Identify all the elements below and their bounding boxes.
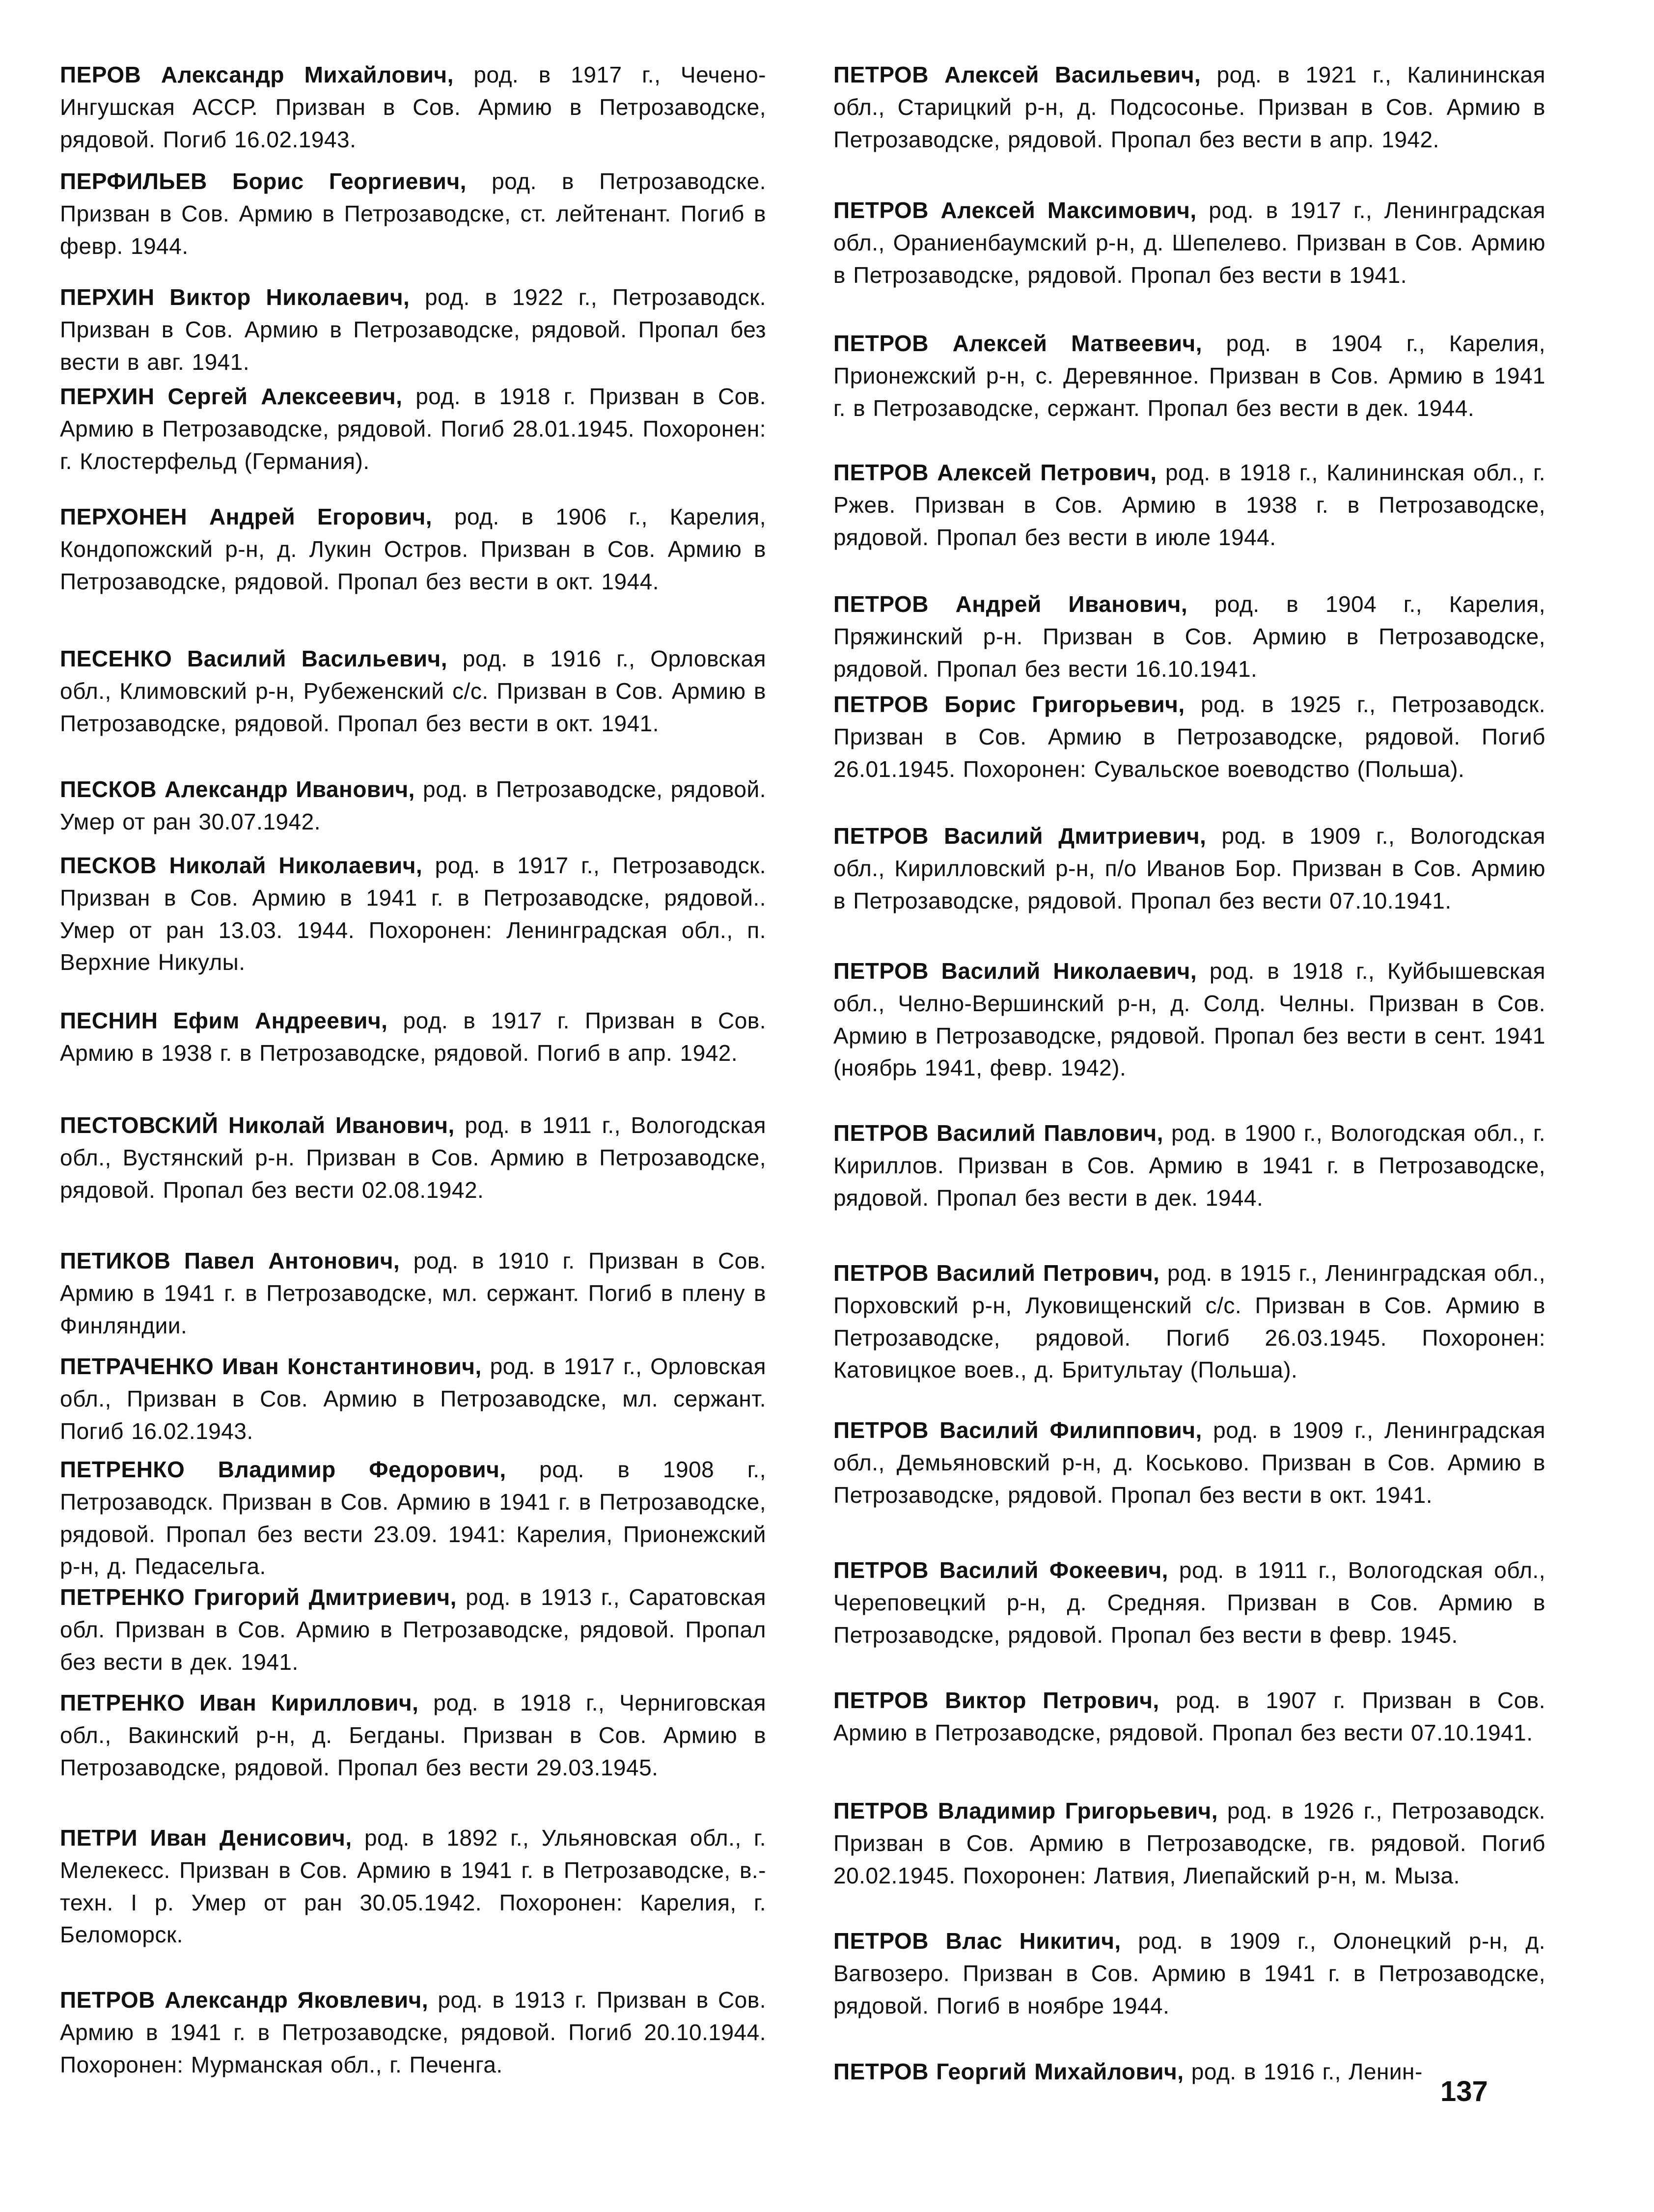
entry-text: род. в Петрозаводске, рядовой. Умер от ран 30.07.1942. — [60, 776, 766, 834]
entry-name: ПЕТРЕНКО Иван Кириллович, — [60, 1690, 419, 1715]
entry-name: ПЕТИКОВ Павел Антонович, — [60, 1248, 400, 1273]
entry-text: род. в 1910 г. Призван в Сов. Армию в 1941 г. в Петрозаводске, мл. сержант. Погиб в плену в Финляндии. — [60, 1248, 766, 1338]
entry-name: ПЕТРОВ Василий Николаевич, — [833, 958, 1197, 984]
entry-text: род. в 1916 г., Ленин- — [1184, 2059, 1423, 2084]
entry-text: род. в 1908 г., Петрозаводск. Призван в Сов. Армию в 1941 г. в Петрозаводске, рядовой. Пропал без вести 23.09. 1941: Карелия, Прионежский р-н, д. Педасельга. — [60, 1457, 766, 1579]
entry — [833, 1117, 1545, 1214]
entry-name: ПЕСНИН Ефим Андреевич, — [60, 1008, 388, 1033]
entry — [60, 774, 766, 838]
entry-name: ПЕТРОВ Алексей Петрович, — [833, 460, 1157, 485]
entry — [60, 59, 766, 156]
entry-text: род. в 1904 г., Карелия, Пряжинский р-н. Призван в Сов. Армию в Петрозаводске, рядовой. Пропал без вести 16.10.1941. — [833, 591, 1545, 682]
entry-name: ПЕСТОВСКИЙ Николай Иванович, — [60, 1112, 455, 1138]
entry-name: ПЕРХОНЕН Андрей Егорович, — [60, 504, 433, 529]
entry — [60, 1005, 766, 1070]
entry — [833, 1925, 1545, 2022]
entry-text: род. в 1909 г., Ленинградская обл., Демьяновский р-н, д. Коськово. Призван в Сов. Армию в Петрозаводске, рядовой. Пропал без вести в окт. 1941. — [833, 1417, 1546, 1508]
entry-text: род. в 1916 г., Орловская обл., Климовский р-н, Рубеженский с/с. Призван в Сов. Армию в Петрозаводске, рядовой. Пропал без вести в окт. 1941. — [60, 646, 767, 736]
entry-text: род. в 1917 г., Ленинградская обл., Ораниенбаумский р-н, д. Шепелево. Призван в Сов. Армию в Петрозаводске, рядовой. Пропал без вести в 1941. — [833, 197, 1545, 288]
entry — [60, 1984, 766, 2081]
entry — [833, 1685, 1545, 1749]
entry — [60, 1687, 766, 1784]
entry — [60, 1581, 766, 1678]
entry-name: ПЕТРОВ Василий Фокеевич, — [833, 1557, 1168, 1583]
entry — [833, 689, 1545, 785]
entry-name: ПЕТРАЧЕНКО Иван Константинович, — [60, 1354, 482, 1379]
entry-name: ПЕТРОВ Борис Григорьевич, — [833, 691, 1185, 717]
entry-text: род. в 1921 г., Калининская обл., Старицкий р-н, д. Подсосонье. Призван в Сов. Армию в Петрозаводске, рядовой. Пропал без вести в апр. 1942. — [833, 62, 1545, 152]
entry-name: ПЕТРОВ Александр Яковлевич, — [60, 1987, 429, 2013]
entry — [833, 2056, 1545, 2088]
entry — [60, 381, 766, 477]
entry-name: ПЕТРОВ Василий Павлович, — [833, 1120, 1163, 1146]
entry-text: род. в 1917 г., Чечено-Ингушская АССР. Призван в Сов. Армию в Петрозаводске, рядовой. Погиб 16.02.1943. — [60, 62, 766, 152]
entry-text: род. в 1892 г., Ульяновская обл., г. Мелекесс. Призван в Сов. Армию в 1941 г. в Петрозаводске, в.-техн. I р. Умер от ран 30.05.1942. Похоронен: Карелия, г. Беломорск. — [60, 1825, 766, 1948]
entry-text: род. в 1909 г., Олонецкий р-н, д. Вагвозеро. Призван в Сов. Армию в 1941 г. в Петрозаводске, рядовой. Погиб в ноябре 1944. — [833, 1928, 1545, 2018]
entry-name: ПЕТРОВ Василий Филиппович, — [833, 1417, 1202, 1443]
entry-text: род. в 1925 г., Петрозаводск. Призван в Сов. Армию в Петрозаводске, рядовой. Погиб 26.01.1945. Похоронен: Сувальское воеводство (Польша). — [833, 691, 1545, 782]
entry-name: ПЕСКОВ Александр Иванович, — [60, 776, 415, 802]
entry — [833, 588, 1545, 685]
entry-text: род. в 1917 г., Петрозаводск. Призван в Сов. Армию в 1941 г. в Петрозаводске, рядовой.. Умер от ран 13.03. 1944. Похоронен: Ленинградская обл., п. Верхние Никулы. — [60, 853, 766, 975]
entry — [833, 1414, 1545, 1511]
entry — [833, 328, 1545, 424]
entry-text: род. в 1906 г., Карелия, Кондопожский р-н, д. Лукин Остров. Призван в Сов. Армию в Петрозаводске, рядовой. Пропал без вести в окт. 1944. — [60, 504, 766, 594]
page-number: 137 — [1440, 2075, 1488, 2107]
entry-text: род. в 1913 г., Саратовская обл. Призван в Сов. Армию в Петрозаводске, рядовой. Пропал без вести в дек. 1941. — [60, 1584, 766, 1675]
entry-text: род. в 1907 г. Призван в Сов. Армию в Петрозаводске, рядовой. Пропал без вести 07.10.1941. — [833, 1687, 1545, 1745]
entry-name: ПЕТРОВ Алексей Васильевич, — [833, 62, 1201, 87]
entry — [60, 1245, 766, 1342]
entry — [60, 1454, 766, 1583]
entry-text: род. в 1922 г., Петрозаводск. Призван в Сов. Армию в Петрозаводске, рядовой. Пропал без вести в авг. 1941. — [60, 284, 767, 375]
entry-text: род. в 1918 г. Призван в Сов. Армию в Петрозаводске, рядовой. Погиб 28.01.1945. Похоронен: г. Клостерфельд (Германия). — [60, 384, 766, 474]
entry-name: ПЕРОВ Александр Михайлович, — [60, 62, 454, 87]
entry — [833, 194, 1545, 291]
entry-text: род. в 1917 г. Призван в Сов. Армию в 1938 г. в Петрозаводске, рядовой. Погиб в апр. 1942. — [60, 1008, 766, 1066]
entry — [833, 1554, 1545, 1651]
entry — [833, 1795, 1545, 1892]
entry — [60, 501, 766, 598]
entry-name: ПЕРХИН Сергей Алексеевич, — [60, 384, 403, 409]
entry-name: ПЕСЕНКО Василий Васильевич, — [60, 646, 448, 671]
entry — [60, 1822, 766, 1951]
entry-name: ПЕТРОВ Влас Никитич, — [833, 1928, 1121, 1954]
entry — [833, 955, 1545, 1084]
entry-name: ПЕТРОВ Василий Петрович, — [833, 1260, 1160, 1286]
entry-name: ПЕТРОВ Георгий Михайлович, — [833, 2059, 1184, 2084]
entry — [60, 1109, 766, 1206]
entry-name: ПЕТРОВ Василий Дмитриевич, — [833, 823, 1207, 849]
entry-name: ПЕТРОВ Андрей Иванович, — [833, 591, 1188, 617]
entry-name: ПЕТРОВ Алексей Матвеевич, — [833, 331, 1202, 356]
entry-text: род. в 1918 г., Куйбышевская обл., Челно-Вершинский р-н, д. Солд. Челны. Призван в Сов. Армию в Петрозаводске, рядовой. Пропал без вести в сент. 1941 (ноябрь 1941, февр. 1942). — [833, 958, 1545, 1081]
entry-name: ПЕТРЕНКО Владимир Федорович, — [60, 1457, 506, 1482]
entry-name: ПЕТРОВ Виктор Петрович, — [833, 1687, 1159, 1713]
entry — [60, 281, 766, 378]
entry-text: род. в 1904 г., Карелия, Прионежский р-н, с. Деревянное. Призван в Сов. Армию в 1941 г. в Петрозаводске, сержант. Пропал без вести в дек. 1944. — [833, 331, 1545, 421]
entry — [60, 1351, 766, 1447]
entry-text: род. в 1917 г., Орловская обл., Призван в Сов. Армию в Петрозаводске, мл. сержант. Погиб 16.02.1943. — [60, 1354, 766, 1444]
entry — [833, 820, 1545, 917]
entry-name: ПЕТРОВ Владимир Григорьевич, — [833, 1798, 1218, 1824]
entry-text: род. в 1918 г., Калининская обл., г. Ржев. Призван в Сов. Армию в 1938 г. в Петрозаводске, рядовой. Пропал без вести в июле 1944. — [833, 460, 1545, 550]
entry-text: род. в 1909 г., Вологодская обл., Кирилловский р-н, п/о Иванов Бор. Призван в Сов. Армию в Петрозаводске, рядовой. Пропал без вести 07.10.1941. — [833, 823, 1545, 913]
entry — [60, 643, 766, 740]
entry-name: ПЕРХИН Виктор Николаевич, — [60, 284, 410, 310]
entry-text: род. в 1911 г., Вологодская обл., Череповецкий р-н, д. Средняя. Призван в Сов. Армию в Петрозаводске, рядовой. Пропал без вести в февр. 1945. — [833, 1557, 1545, 1648]
entry-text: род. в 1915 г., Ленинградская обл., Порховский р-н, Луковищенский с/с. Призван в Сов. Армию в Петрозаводске, рядовой. Погиб 26.03.1945. Похоронен: Катовицкое воев., д. Бритультау (Польша). — [833, 1260, 1545, 1383]
entry-name: ПЕСКОВ Николай Николаевич, — [60, 853, 423, 878]
entry-text: род. в 1926 г., Петрозаводск. Призван в Сов. Армию в Петрозаводске, гв. рядовой. Погиб 20.02.1945. Похоронен: Латвия, Лиепайский р-н, м. Мыза. — [833, 1798, 1545, 1888]
entry — [60, 166, 766, 262]
entry-text: род. в 1918 г., Черниговская обл., Вакинский р-н, д. Бегданы. Призван в Сов. Армию в Петрозаводске, рядовой. Пропал без вести 29.03.1945. — [60, 1690, 767, 1780]
entry — [60, 850, 766, 979]
entry — [833, 457, 1545, 553]
entry-name: ПЕРФИЛЬЕВ Борис Георгиевич, — [60, 168, 467, 194]
entry — [833, 1257, 1545, 1386]
entry-text: род. в Петрозаводске. Призван в Сов. Армию в Петрозаводске, ст. лейтенант. Погиб в февр. 1944. — [60, 168, 767, 259]
entry-name: ПЕТРЕНКО Григорий Дмитриевич, — [60, 1584, 457, 1610]
entry-name: ПЕТРОВ Алексей Максимович, — [833, 197, 1197, 223]
entry-name: ПЕТРИ Иван Денисович, — [60, 1825, 352, 1851]
entry — [833, 59, 1545, 156]
entry-text: род. в 1911 г., Вологодская обл., Вустянский р-н. Призван в Сов. Армию в Петрозаводске, рядовой. Пропал без вести 02.08.1942. — [60, 1112, 766, 1203]
entry-text: род. в 1900 г., Вологодская обл., г. Кириллов. Призван в Сов. Армию в 1941 г. в Петрозаводске, рядовой. Пропал без вести в дек. 1944. — [833, 1120, 1545, 1211]
entry-text: род. в 1913 г. Призван в Сов. Армию в 1941 г. в Петрозаводске, рядовой. Погиб 20.10.1944. Похоронен: Мурманская обл., г. Печенга. — [60, 1987, 766, 2077]
